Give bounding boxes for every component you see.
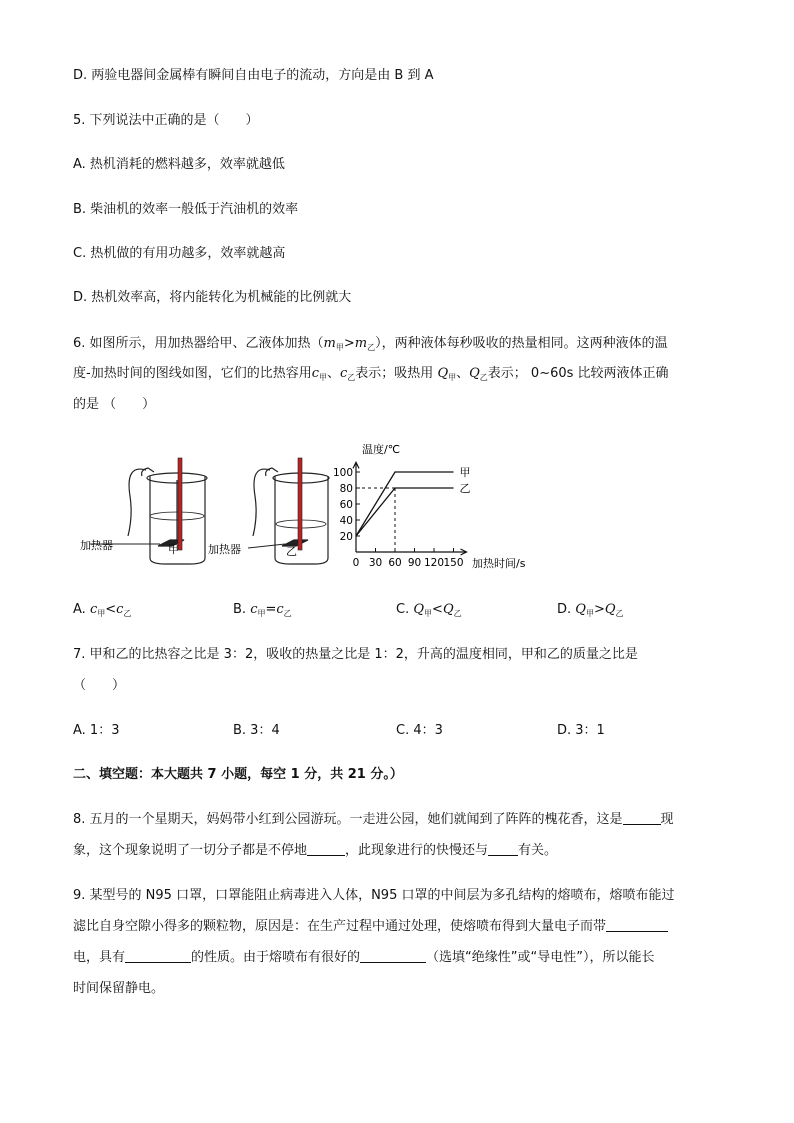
q5-option-d: D. 热机效率高，将内能转化为机械能的比例就大 — [73, 290, 352, 305]
y-tick-label: 40 — [339, 515, 353, 527]
heater-label-1: 加热器 — [80, 539, 113, 552]
q7-option-b[interactable]: B. 3：4 — [233, 723, 280, 738]
q8-line-1: 8. 五月的一个星期天，妈妈带小红到公园游玩。一走进公园，她们就闻到了阵阵的槐花香，这是 现 — [73, 812, 674, 827]
q6-option-d[interactable]: D. $Q_甲>Q_乙$ — [557, 602, 624, 618]
q6-option-a[interactable]: A. $c_甲<c_乙$ — [73, 602, 132, 618]
q9-blank-3[interactable] — [360, 948, 426, 963]
y-tick-label: 20 — [339, 531, 353, 543]
q6-option-c[interactable]: C. $Q_甲<Q_乙$ — [396, 602, 462, 618]
heater-cord-yi — [253, 469, 270, 536]
q9-blank-2[interactable] — [125, 948, 191, 963]
y-tick-label: 60 — [339, 499, 353, 511]
q9-line-2: 滤比自身空隙小得多的颗粒物，原因是：在生产过程中通过处理，使熔喷布得到大量电子而带 — [73, 917, 668, 937]
q7-option-c[interactable]: C. 4：3 — [396, 723, 443, 738]
q8-blank-3[interactable] — [488, 841, 518, 856]
heater-pointer-yi — [248, 544, 285, 548]
q9-line-3: 电，具有 的性质。由于熔喷布有很好的 （选填“绝缘性”或“导电性”），所以能长 — [73, 950, 655, 965]
x-tick-label: 90 — [407, 557, 422, 569]
q5-option-a: A. 热机消耗的燃料越多，效率就越低 — [73, 157, 285, 172]
q7-option-d[interactable]: D. 3：1 — [557, 723, 605, 738]
q6-line-2: 度-加热时间的图线如图，它们的比热容用$c_甲$、$c_乙$表示；吸热用 $Q_甲$、$Q_乙$表示； 0~60s 比较两液体正确 — [73, 366, 669, 382]
q9-line-4: 时间保留静电。 — [73, 981, 165, 996]
series-label: 甲 — [459, 466, 471, 479]
q8-line-2: 象，这个现象说明了一切分子都是不停地 ，此现象进行的快慢还与 有关。 — [73, 843, 558, 858]
series-label: 乙 — [459, 482, 471, 495]
q6-option-b[interactable]: B. $c_甲=c_乙$ — [233, 602, 292, 618]
q7-stem: 7. 甲和乙的比热容之比是 3：2，吸收的热量之比是 1：2，升高的温度相同，甲和乙的质量之比是 — [73, 647, 638, 662]
beaker-jia-label: 甲 — [168, 543, 179, 556]
q5-option-b: B. 柴油机的效率一般低于汽油机的效率 — [73, 202, 299, 217]
q6-line-3: 的是 （ ） — [73, 397, 156, 412]
thermometer-yi — [298, 458, 302, 550]
q4-option-d: D. 两验电器间金属棒有瞬间自由电子的流动，方向是由 B 到 A — [73, 68, 434, 83]
q6-figure — [70, 436, 526, 576]
temperature-time-chart — [333, 442, 526, 570]
q6-line-1: 6. 如图所示，用加热器给甲、乙液体加热$(m_甲>m_乙)$，两种液体每秒吸收的热量相同。这两种液体的温 — [73, 336, 668, 352]
thermometer-jia — [178, 458, 182, 550]
heater-cord-jia — [128, 469, 146, 536]
x-tick-label: 150 — [443, 557, 464, 569]
q5-option-c: C. 热机做的有用功越多，效率就越高 — [73, 246, 286, 261]
x-tick-label: 0 — [352, 557, 360, 569]
beaker-yi-label: 乙 — [286, 545, 297, 558]
section-2-title: 二、填空题：本大题共 7 小题，每空 1 分，共 21 分。） — [73, 767, 403, 782]
y-tick-label: 100 — [332, 467, 353, 479]
chart-ylabel: 温度/℃ — [362, 443, 401, 456]
chart-xlabel: 加热时间/s — [472, 557, 526, 570]
y-tick-label: 80 — [339, 483, 353, 495]
heater-label-2: 加热器 — [208, 543, 241, 556]
x-tick-label: 60 — [388, 557, 402, 569]
q8-blank-2[interactable] — [307, 841, 345, 856]
x-tick-label: 120 — [423, 557, 445, 569]
x-tick-label: 30 — [368, 557, 383, 569]
q8-blank-1[interactable] — [623, 810, 661, 825]
q5-stem: 5. 下列说法中正确的是（ ） — [73, 113, 259, 128]
series-line-甲 — [356, 472, 454, 536]
q7-stem-cont: （ ） — [73, 678, 126, 693]
q7-option-a[interactable]: A. 1：3 — [73, 723, 120, 738]
q9-blank-1[interactable] — [606, 917, 668, 932]
q9-line-1: 9. 某型号的 N95 口罩，口罩能阻止病毒进入人体，N95 口罩的中间层为多孔结构的熔喷布，熔喷布能过 — [73, 888, 675, 903]
